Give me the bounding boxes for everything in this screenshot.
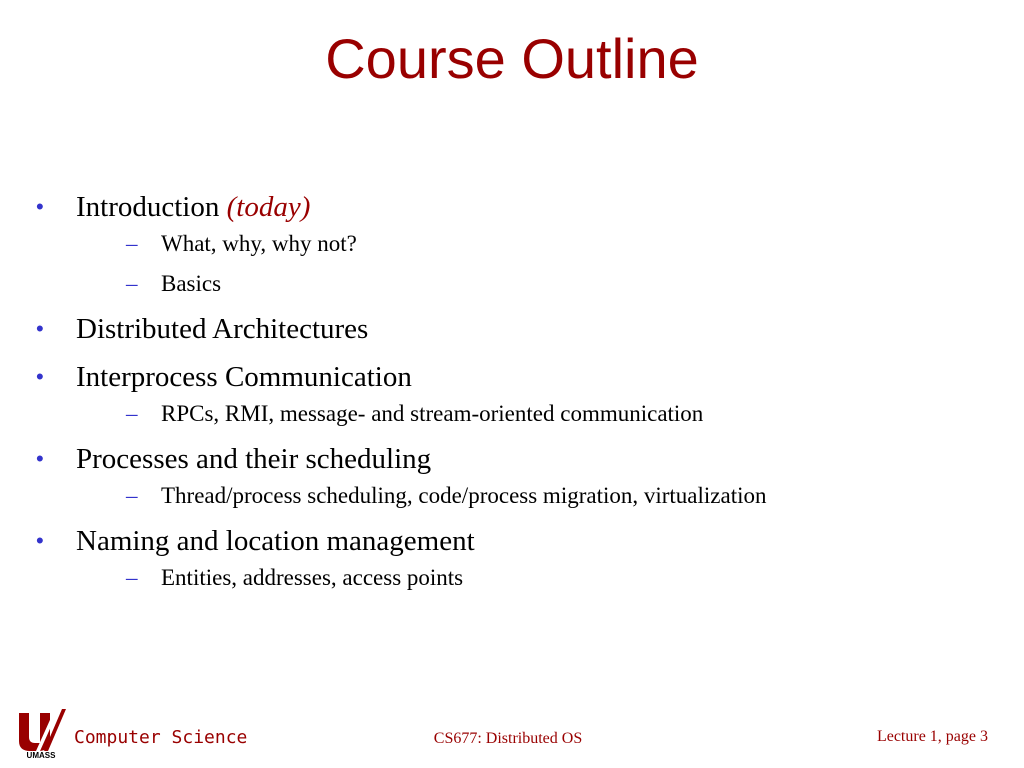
sub-item — [116, 482, 996, 510]
svg-text:UMASS: UMASS — [26, 751, 56, 759]
sub-marker: – — [126, 401, 138, 426]
outline-list — [36, 190, 996, 606]
sub-marker: – — [126, 271, 138, 296]
sub-marker: – — [126, 565, 138, 590]
sub-item — [116, 230, 996, 258]
bullet-marker: • — [36, 194, 44, 219]
sub-list — [76, 400, 996, 428]
sub-item — [116, 400, 996, 428]
outline-item-architectures — [36, 312, 996, 346]
sub-item-text: RPCs, RMI, message- and stream-oriented communication — [161, 401, 704, 426]
slide-footer — [0, 700, 1024, 768]
sub-item — [116, 564, 996, 592]
sub-item-text: What, why, why not? — [161, 231, 357, 256]
sub-marker: – — [126, 483, 138, 508]
sub-item-text: Basics — [161, 271, 222, 296]
outline-item-text: Processes and their scheduling — [76, 443, 432, 475]
outline-item-introduction — [36, 190, 996, 298]
sub-list — [76, 482, 996, 510]
sub-list — [76, 230, 996, 298]
sub-list — [76, 564, 996, 592]
course-label: CS677: Distributed OS — [433, 730, 583, 747]
department-label: Computer Science — [74, 727, 248, 748]
outline-item-ipc — [36, 360, 996, 428]
bullet-marker: • — [36, 528, 44, 553]
page-number: Lecture 1, page 3 — [876, 728, 988, 745]
bullet-marker: • — [36, 446, 44, 471]
outline-item-text: Interprocess Communication — [76, 361, 412, 393]
sub-item — [116, 270, 996, 298]
outline-item-text: Introduction — [76, 191, 220, 223]
outline-item-naming — [36, 524, 996, 592]
slide-title: Course Outline — [325, 27, 699, 90]
sub-item-text: Thread/process scheduling, code/process migration, virtualization — [161, 483, 767, 508]
sub-item-text: Entities, addresses, access points — [161, 565, 464, 590]
outline-item-text: Distributed Architectures — [76, 313, 369, 345]
outline-item-note: (today) — [226, 191, 311, 223]
bullet-marker: • — [36, 316, 44, 341]
sub-marker: – — [126, 231, 138, 256]
outline-item-processes — [36, 442, 996, 510]
outline-item-text: Naming and location management — [76, 525, 475, 557]
bullet-marker: • — [36, 364, 44, 389]
